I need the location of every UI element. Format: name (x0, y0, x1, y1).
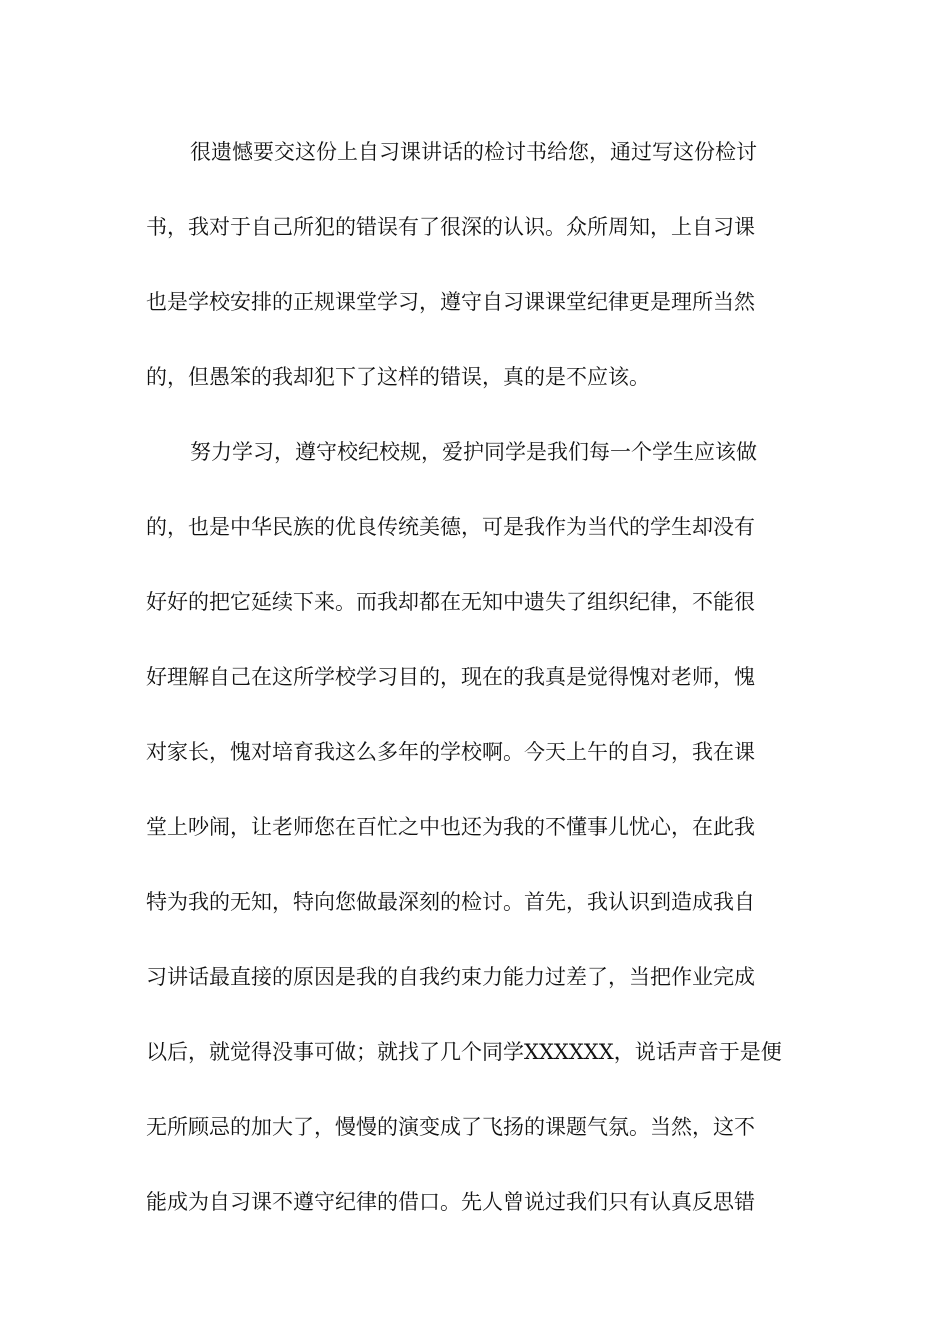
text-line: 习讲话最直接的原因是我的自我约束力能力过差了，当把作业完成 (146, 965, 755, 989)
text-line: 对家长，愧对培育我这么多年的学校啊。今天上午的自习，我在课 (146, 740, 755, 764)
text-line: 特为我的无知，特向您做最深刻的检讨。首先，我认识到造成我自 (146, 890, 755, 914)
text-line: 以后，就觉得没事可做；就找了几个同学XXXXXX，说话声音于是便 (146, 1040, 782, 1064)
document-body (146, 128, 808, 1253)
text-line: 书，我对于自己所犯的错误有了很深的认识。众所周知，上自习课 (146, 215, 755, 239)
text-line: 能成为自习课不遵守纪律的借口。先人曾说过我们只有认真反思错 (146, 1190, 755, 1214)
text-line: 的，也是中华民族的优良传统美德，可是我作为当代的学生却没有 (146, 515, 755, 539)
text-line: 也是学校安排的正规课堂学习，遵守自习课课堂纪律更是理所当然 (146, 290, 755, 314)
text-line: 好理解自己在这所学校学习目的，现在的我真是觉得愧对老师，愧 (146, 665, 755, 689)
text-line: 努力学习，遵守校纪校规，爱护同学是我们每一个学生应该做 (190, 440, 757, 464)
text-line: 很遗憾要交这份上自习课讲话的检讨书给您，通过写这份检讨 (190, 140, 757, 164)
text-line: 堂上吵闹，让老师您在百忙之中也还为我的不懂事儿忧心，在此我 (146, 815, 755, 839)
text-line: 的，但愚笨的我却犯下了这样的错误，真的是不应该。 (146, 365, 650, 389)
text-line: 无所顾忌的加大了，慢慢的演变成了飞扬的课题气氛。当然，这不 (146, 1115, 755, 1139)
paragraph-1 (146, 128, 808, 428)
text-line: 好好的把它延续下来。而我却都在无知中遗失了组织纪律，不能很 (146, 590, 755, 614)
paragraph-2 (146, 428, 808, 1253)
